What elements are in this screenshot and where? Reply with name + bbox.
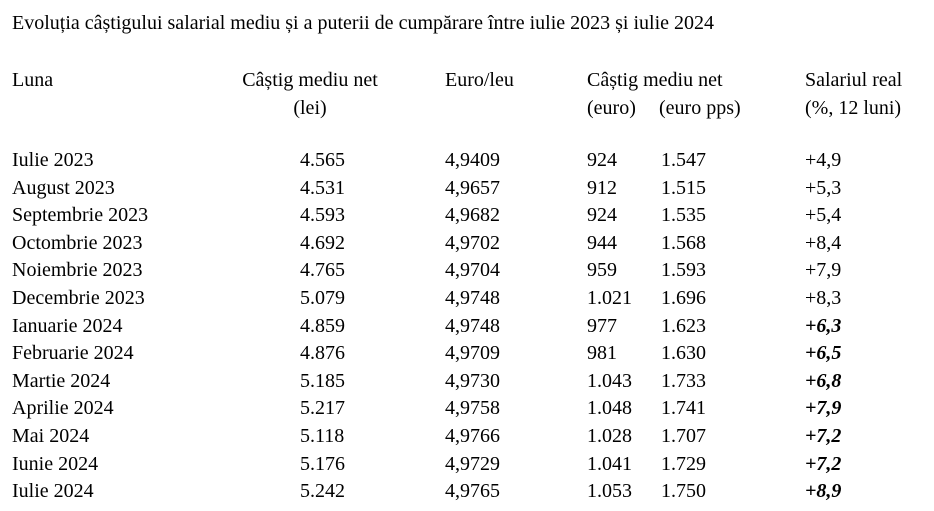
table-row xyxy=(0,205,934,233)
cell-castig-euro: 1.041 xyxy=(587,452,632,475)
cell-luna: Noiembrie 2023 xyxy=(12,259,143,282)
cell-castig-lei: 4.593 xyxy=(300,204,345,227)
cell-euro-leu: 4,9766 xyxy=(445,424,500,447)
cell-castig-lei: 4.876 xyxy=(300,342,345,365)
cell-salariu-real: +7,2 xyxy=(805,424,842,447)
header-castig-euro-sub-euro: (euro) xyxy=(587,97,636,119)
cell-castig-lei: 5.217 xyxy=(300,397,345,420)
cell-castig-euro: 981 xyxy=(587,342,617,365)
table-row xyxy=(0,371,934,399)
cell-castig-euro: 1.043 xyxy=(587,369,632,392)
cell-castig-lei: 5.185 xyxy=(300,369,345,392)
cell-castig-euro: 959 xyxy=(587,259,617,282)
table-row xyxy=(0,398,934,426)
cell-luna: Martie 2024 xyxy=(12,369,111,392)
cell-castig-pps: 1.630 xyxy=(661,342,706,365)
cell-castig-pps: 1.623 xyxy=(661,314,706,337)
cell-castig-euro: 924 xyxy=(587,204,617,227)
cell-castig-pps: 1.707 xyxy=(661,424,706,447)
table-row xyxy=(0,150,934,178)
cell-luna: August 2023 xyxy=(12,176,115,199)
cell-castig-euro: 912 xyxy=(587,176,617,199)
cell-castig-lei: 5.079 xyxy=(300,286,345,309)
cell-euro-leu: 4,9657 xyxy=(445,176,500,199)
cell-luna: Ianuarie 2024 xyxy=(12,314,123,337)
cell-castig-pps: 1.696 xyxy=(661,286,706,309)
cell-euro-leu: 4,9682 xyxy=(445,204,500,227)
cell-castig-pps: 1.547 xyxy=(661,149,706,171)
cell-euro-leu: 4,9409 xyxy=(445,149,500,171)
cell-salariu-real: +8,3 xyxy=(805,286,842,309)
table-row xyxy=(0,481,934,509)
cell-castig-euro: 1.021 xyxy=(587,286,632,309)
cell-luna: Decembrie 2023 xyxy=(12,286,145,309)
cell-castig-pps: 1.515 xyxy=(661,176,706,199)
cell-euro-leu: 4,9758 xyxy=(445,397,500,420)
cell-salariu-real: +6,3 xyxy=(805,314,842,337)
cell-castig-euro: 1.053 xyxy=(587,480,632,503)
cell-euro-leu: 4,9709 xyxy=(445,342,500,365)
cell-salariu-real: +6,5 xyxy=(805,342,842,365)
cell-castig-lei: 5.242 xyxy=(300,480,345,503)
cell-luna: Iulie 2023 xyxy=(12,149,94,171)
cell-castig-lei: 4.531 xyxy=(300,176,345,199)
cell-castig-pps: 1.750 xyxy=(661,480,706,503)
cell-castig-pps: 1.733 xyxy=(661,369,706,392)
header-castig-lei-line1: Câștig mediu net xyxy=(242,69,378,91)
cell-luna: Octombrie 2023 xyxy=(12,231,143,254)
cell-luna: Februarie 2024 xyxy=(12,342,134,365)
table-row xyxy=(0,343,934,371)
header-castig-lei-line2: (lei) xyxy=(293,97,327,119)
table-row xyxy=(0,233,934,261)
cell-castig-pps: 1.535 xyxy=(661,204,706,227)
header-euro-leu: Euro/leu xyxy=(445,69,514,91)
cell-castig-lei: 4.565 xyxy=(300,149,345,171)
cell-euro-leu: 4,9729 xyxy=(445,452,500,475)
header-salariu-real-line2: (%, 12 luni) xyxy=(805,97,902,119)
cell-euro-leu: 4,9730 xyxy=(445,369,500,392)
cell-castig-euro: 1.028 xyxy=(587,424,632,447)
cell-luna: Iunie 2024 xyxy=(12,452,99,475)
cell-castig-pps: 1.741 xyxy=(661,397,706,420)
cell-salariu-real: +7,9 xyxy=(805,259,842,282)
cell-salariu-real: +7,9 xyxy=(805,397,842,420)
cell-luna: Iulie 2024 xyxy=(12,480,94,503)
cell-luna: Aprilie 2024 xyxy=(12,397,114,420)
header-castig-euro-sub-pps: (euro pps) xyxy=(659,97,741,119)
cell-castig-pps: 1.593 xyxy=(661,259,706,282)
table-row xyxy=(0,454,934,482)
cell-euro-leu: 4,9765 xyxy=(445,480,500,503)
cell-castig-euro: 977 xyxy=(587,314,617,337)
header-salariu-real-line1: Salariul real xyxy=(805,69,903,91)
table-row xyxy=(0,426,934,454)
header-castig-euro-line1: Câștig mediu net xyxy=(587,69,723,91)
cell-euro-leu: 4,9704 xyxy=(445,259,500,282)
cell-euro-leu: 4,9748 xyxy=(445,286,500,309)
cell-euro-leu: 4,9748 xyxy=(445,314,500,337)
cell-castig-lei: 5.176 xyxy=(300,452,345,475)
cell-castig-lei: 4.765 xyxy=(300,259,345,282)
cell-castig-euro: 944 xyxy=(587,231,617,254)
cell-castig-lei: 4.692 xyxy=(300,231,345,254)
table-row xyxy=(0,260,934,288)
cell-castig-lei: 4.859 xyxy=(300,314,345,337)
cell-castig-lei: 5.118 xyxy=(300,424,345,447)
cell-castig-pps: 1.568 xyxy=(661,231,706,254)
cell-luna: Septembrie 2023 xyxy=(12,204,149,227)
table-row xyxy=(0,178,934,206)
cell-salariu-real: +6,8 xyxy=(805,369,842,392)
cell-castig-euro: 924 xyxy=(587,149,617,171)
header-luna: Luna xyxy=(12,69,54,91)
table-row xyxy=(0,316,934,344)
cell-salariu-real: +5,4 xyxy=(805,204,842,227)
cell-luna: Mai 2024 xyxy=(12,424,90,447)
cell-castig-euro: 1.048 xyxy=(587,397,632,420)
cell-salariu-real: +7,2 xyxy=(805,452,842,475)
cell-castig-pps: 1.729 xyxy=(661,452,706,475)
cell-salariu-real: +8,9 xyxy=(805,480,842,503)
cell-salariu-real: +5,3 xyxy=(805,176,842,199)
table-row xyxy=(0,288,934,316)
cell-euro-leu: 4,9702 xyxy=(445,231,500,254)
document-title: Evoluția câștigului salarial mediu și a puterii de cumpărare între iulie 2023 și iulie 2024 xyxy=(12,12,715,34)
table-body xyxy=(0,150,934,509)
cell-salariu-real: +4,9 xyxy=(805,149,842,171)
cell-salariu-real: +8,4 xyxy=(805,231,842,254)
